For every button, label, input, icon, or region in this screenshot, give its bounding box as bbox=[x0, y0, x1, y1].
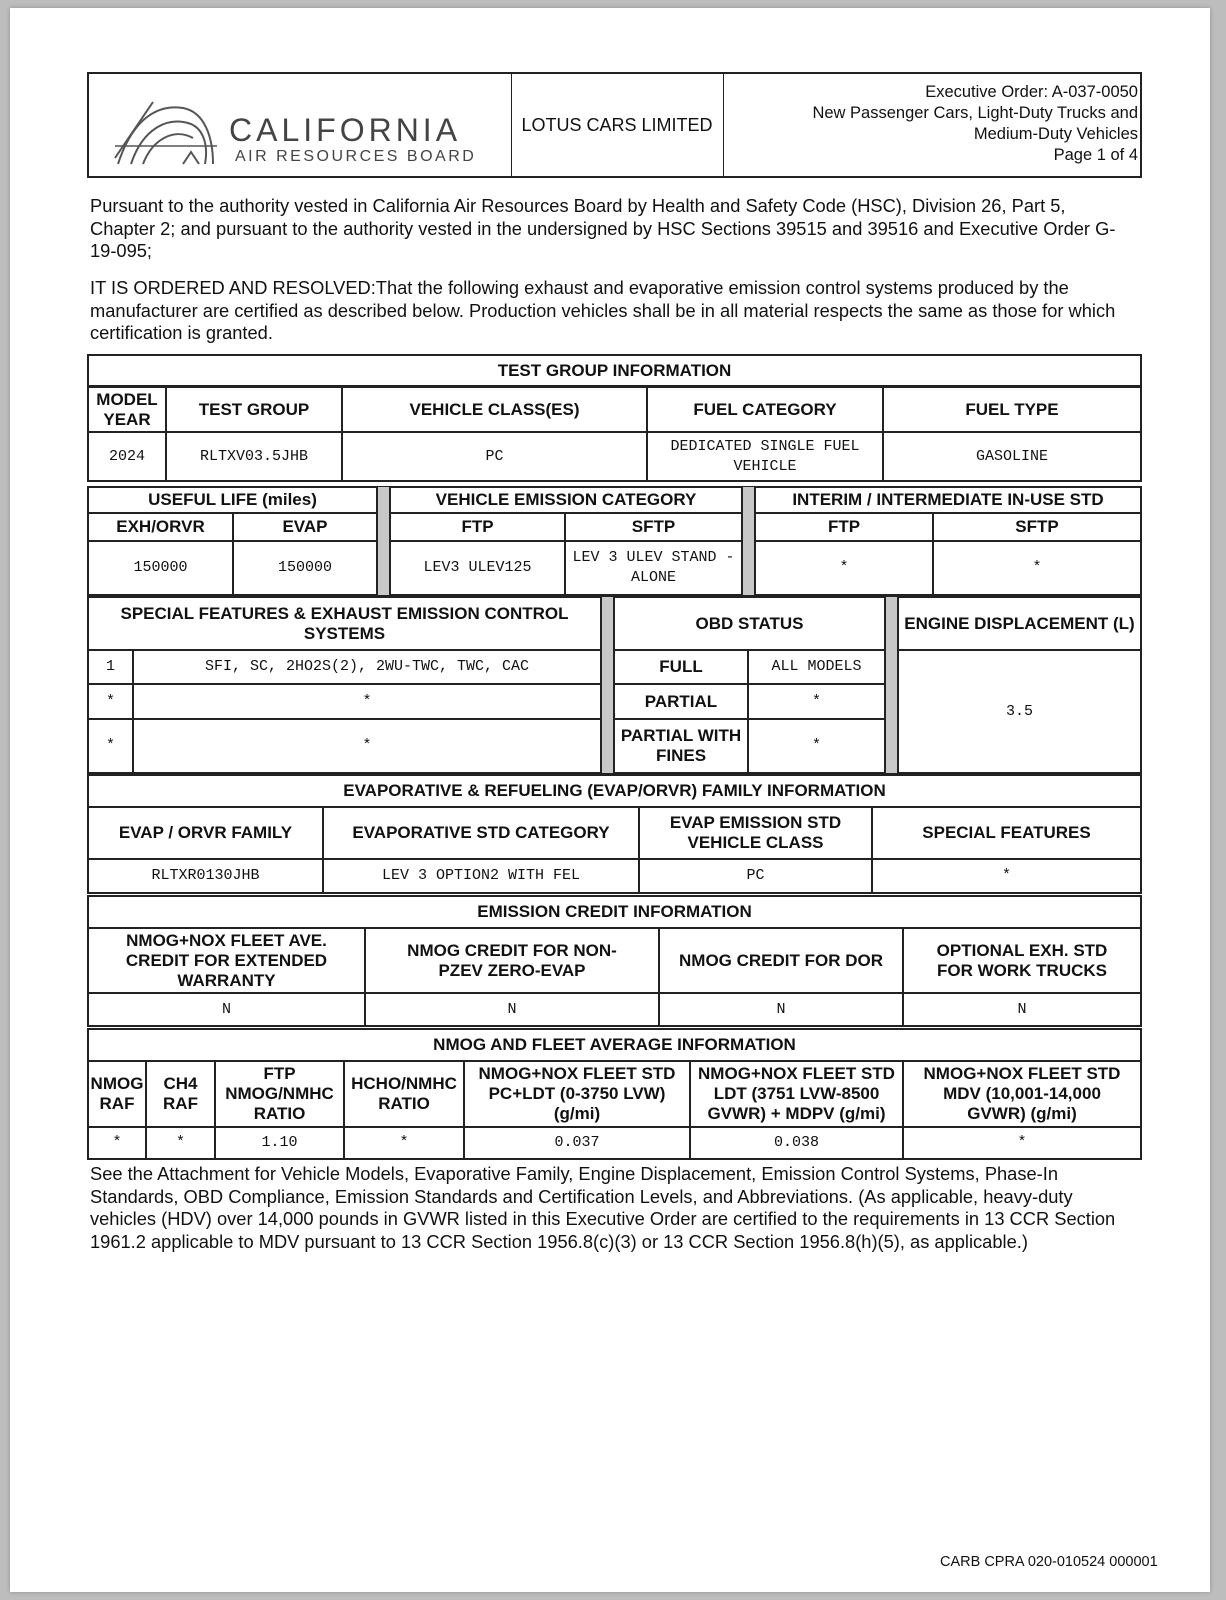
evap-special-value: * bbox=[872, 859, 1141, 893]
vehicle-types-line1: New Passenger Cars, Light-Duty Trucks and bbox=[812, 104, 1138, 122]
interim-ftp-value: * bbox=[755, 541, 933, 595]
engine-displacement-title: ENGINE DISPLACEMENT (L) bbox=[898, 597, 1141, 650]
fleet-ave-credit-value: N bbox=[88, 993, 365, 1026]
col-special-features: SPECIAL FEATURES bbox=[872, 807, 1141, 859]
obd-value: ALL MODELS bbox=[748, 650, 885, 684]
hcho-ratio-value: * bbox=[344, 1127, 464, 1159]
obd-label: PARTIAL WITH FINES bbox=[614, 719, 748, 773]
emission-credit-title: EMISSION CREDIT INFORMATION bbox=[88, 896, 1141, 928]
obd-label: PARTIAL bbox=[614, 684, 748, 719]
col-ch4-raf: CH4 RAF bbox=[146, 1061, 215, 1127]
fuel-category-value: DEDICATED SINGLE FUEL VEHICLE bbox=[647, 432, 883, 481]
useful-life-title: USEFUL LIFE (miles) bbox=[88, 487, 377, 513]
executive-order-number: Executive Order: A-037-0050 bbox=[925, 83, 1138, 101]
test-group-value: RLTXV03.5JHB bbox=[166, 432, 342, 481]
ordered-paragraph: IT IS ORDERED AND RESOLVED:That the following exhaust and evaporative emission control systems produced by the manufacturer are certified as described below. Production vehicles shall be in all material respects the same as those for which certification is granted. bbox=[90, 277, 1116, 343]
fuel-type-value: GASOLINE bbox=[883, 432, 1141, 481]
authority-paragraph: Pursuant to the authority vested in California Air Resources Board by Health and Safety Code (HSC), Division 26, Part 5, Chapter 2; and pursuant to the authority vested in the undersigned by HSC Sections 39515 and 39516 and Executive Order G-19-095; bbox=[90, 195, 1116, 261]
fleet-std-pc-value: 0.037 bbox=[464, 1127, 690, 1159]
carb-logo bbox=[89, 74, 512, 176]
feature-row-text: * bbox=[133, 684, 601, 719]
col-hcho-ratio: HCHO/NMHC RATIO bbox=[344, 1061, 464, 1127]
column-separator bbox=[377, 487, 390, 595]
ftp-ratio-value: 1.10 bbox=[215, 1127, 344, 1159]
feature-row-number: * bbox=[88, 684, 133, 719]
carb-logo-icon bbox=[113, 98, 223, 168]
emission-category-title: VEHICLE EMISSION CATEGORY bbox=[390, 487, 742, 513]
footer-reference: CARB CPRA 020-010524 000001 bbox=[940, 1554, 1158, 1570]
evap-value: 150000 bbox=[233, 541, 377, 595]
col-test-group: TEST GROUP bbox=[166, 387, 342, 432]
col-interim-ftp: FTP bbox=[755, 513, 933, 541]
col-fuel-type: FUEL TYPE bbox=[883, 387, 1141, 432]
column-separator bbox=[885, 597, 898, 773]
vehicle-class-value: PC bbox=[342, 432, 647, 481]
col-ftp-ratio: FTP NMOG/NMHC RATIO bbox=[215, 1061, 344, 1127]
col-fuel-category: FUEL CATEGORY bbox=[647, 387, 883, 432]
col-fleet-std-ldt: NMOG+NOX FLEET STD LDT (3751 LVW-8500 GVWR) + MDPV (g/mi) bbox=[690, 1061, 903, 1127]
work-trucks-value: N bbox=[903, 993, 1141, 1026]
special-features-title: SPECIAL FEATURES & EXHAUST EMISSION CONTROL SYSTEMS bbox=[88, 597, 601, 650]
col-vehicle-class: VEHICLE CLASS(ES) bbox=[342, 387, 647, 432]
column-separator bbox=[742, 487, 755, 595]
col-model-year: MODEL YEAR bbox=[88, 387, 166, 432]
obd-status-title: OBD STATUS bbox=[614, 597, 885, 650]
feature-row-text: SFI, SC, 2HO2S(2), 2WU-TWC, TWC, CAC bbox=[133, 650, 601, 684]
ftp-value: LEV3 ULEV125 bbox=[390, 541, 565, 595]
col-evap-orvr-family: EVAP / ORVR FAMILY bbox=[88, 807, 323, 859]
col-evap-std-class: EVAP EMISSION STD VEHICLE CLASS bbox=[639, 807, 872, 859]
obd-value: * bbox=[748, 719, 885, 773]
col-interim-sftp: SFTP bbox=[933, 513, 1141, 541]
feature-row-number: * bbox=[88, 719, 133, 773]
logo-main-text: CALIFORNIA bbox=[229, 112, 462, 148]
col-fleet-std-pc: NMOG+NOX FLEET STD PC+LDT (0-3750 LVW) (g/mi) bbox=[464, 1061, 690, 1127]
col-exh-orvr: EXH/ORVR bbox=[88, 513, 233, 541]
document-page bbox=[10, 8, 1210, 1592]
col-dor-credit: NMOG CREDIT FOR DOR bbox=[659, 928, 903, 993]
evap-family-value: RLTXR0130JHB bbox=[88, 859, 323, 893]
obd-label: FULL bbox=[614, 650, 748, 684]
manufacturer-name: LOTUS CARS LIMITED bbox=[511, 74, 724, 176]
feature-row-number: 1 bbox=[88, 650, 133, 684]
col-non-pzev-credit: NMOG CREDIT FOR NON-PZEV ZERO-EVAP bbox=[365, 928, 659, 993]
interim-sftp-value: * bbox=[933, 541, 1141, 595]
feature-row-text: * bbox=[133, 719, 601, 773]
interim-title: INTERIM / INTERMEDIATE IN-USE STD bbox=[755, 487, 1141, 513]
col-evap-std-category: EVAPORATIVE STD CATEGORY bbox=[323, 807, 639, 859]
fleet-std-mdv-value: * bbox=[903, 1127, 1141, 1159]
evap-family-title: EVAPORATIVE & REFUELING (EVAP/ORVR) FAMILY INFORMATION bbox=[88, 775, 1141, 807]
page-number: Page 1 of 4 bbox=[1053, 146, 1138, 164]
col-ftp: FTP bbox=[390, 513, 565, 541]
nmog-raf-value: * bbox=[88, 1127, 146, 1159]
evap-std-class-value: PC bbox=[639, 859, 872, 893]
model-year-value: 2024 bbox=[88, 432, 166, 481]
col-nmog-raf: NMOG RAF bbox=[88, 1061, 146, 1127]
col-fleet-std-mdv: NMOG+NOX FLEET STD MDV (10,001-14,000 GVWR) (g/mi) bbox=[903, 1061, 1141, 1127]
dor-credit-value: N bbox=[659, 993, 903, 1026]
sftp-value: LEV 3 ULEV STAND -ALONE bbox=[565, 541, 742, 595]
fleet-std-ldt-value: 0.038 bbox=[690, 1127, 903, 1159]
order-info bbox=[725, 74, 1140, 176]
vehicle-types-line2: Medium-Duty Vehicles bbox=[973, 125, 1138, 143]
test-group-title: TEST GROUP INFORMATION bbox=[87, 354, 1142, 387]
ch4-raf-value: * bbox=[146, 1127, 215, 1159]
engine-displacement-value: 3.5 bbox=[898, 650, 1141, 773]
column-separator bbox=[601, 597, 614, 773]
col-evap: EVAP bbox=[233, 513, 377, 541]
evap-std-category-value: LEV 3 OPTION2 WITH FEL bbox=[323, 859, 639, 893]
logo-sub-text: AIR RESOURCES BOARD bbox=[235, 148, 477, 165]
col-fleet-ave-credit: NMOG+NOX FLEET AVE. CREDIT FOR EXTENDED WARRANTY bbox=[88, 928, 365, 993]
col-sftp: SFTP bbox=[565, 513, 742, 541]
attachment-note: See the Attachment for Vehicle Models, Evaporative Family, Engine Displacement, Emission Control Systems, Phase-In Standards, OBD Compliance, Emission Standards and Certification Levels, and Abbreviations. (As applicable, heavy-duty vehicles (HDV) over 14,000 pounds in GVWR listed in this Executive Order are certified to the requirements in 13 CCR Section 1961.2 applicable to MDV pursuant to 13 CCR Section 1956.8(c)(3) or 13 CCR Section 1956.8(h)(5), as applicable.) bbox=[90, 1163, 1116, 1252]
nmog-title: NMOG AND FLEET AVERAGE INFORMATION bbox=[88, 1029, 1141, 1061]
obd-value: * bbox=[748, 684, 885, 719]
col-work-trucks: OPTIONAL EXH. STD FOR WORK TRUCKS bbox=[903, 928, 1141, 993]
header-box bbox=[87, 72, 1142, 178]
exh-orvr-value: 150000 bbox=[88, 541, 233, 595]
non-pzev-credit-value: N bbox=[365, 993, 659, 1026]
